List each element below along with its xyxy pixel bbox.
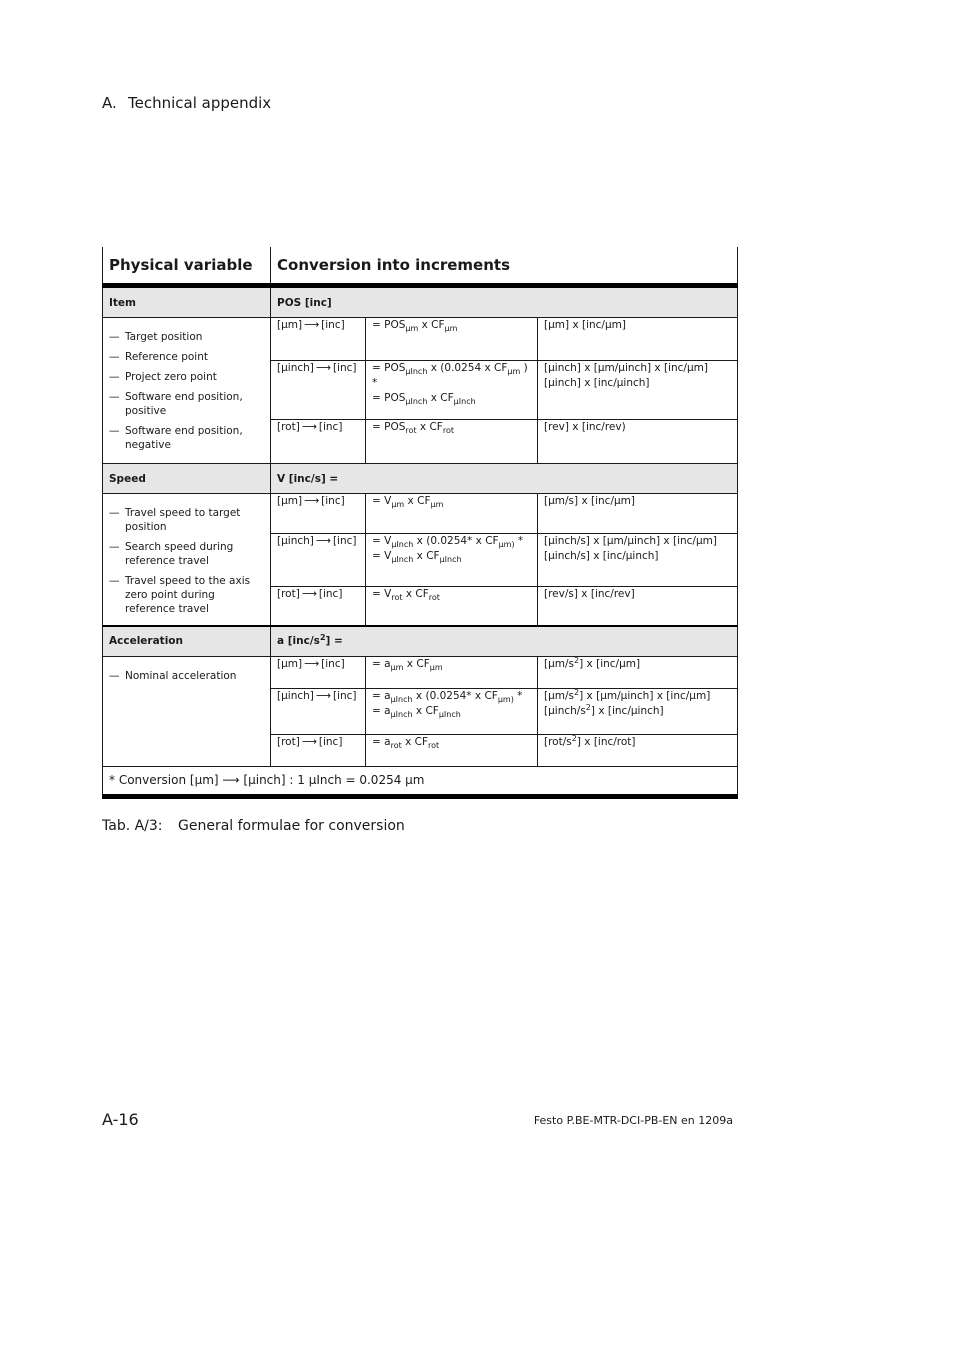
section-heading bbox=[102, 94, 271, 112]
unit-conversion: [µm] ⟶ [inc] bbox=[271, 494, 366, 534]
unit-conversion: [µinch] ⟶ [inc] bbox=[271, 534, 366, 587]
dimension: $[\mu m/s^2]$ x [inc/µm] bbox=[538, 656, 738, 688]
arrow-right-icon: ⟶ bbox=[301, 735, 317, 748]
unit-conversion: [µm] ⟶ [inc] bbox=[271, 318, 366, 361]
page-number: A-16 bbox=[102, 1110, 139, 1129]
arrow-right-icon: ⟶ bbox=[315, 689, 331, 702]
dimension: [µinch] x [µm/µinch] x [inc/µm] [µinch] x [inc/µinch] bbox=[538, 361, 738, 420]
group-formula-speed: V [inc/s] = bbox=[271, 464, 738, 494]
group-formula-acceleration: a $[inc/s^2]$ = bbox=[271, 626, 738, 657]
formula: = $V_{\mu m}$ x $CF_{\mu m}$ bbox=[366, 494, 538, 534]
dimension: [µm] x [inc/µm] bbox=[538, 318, 738, 361]
arrow-right-icon: ⟶ bbox=[304, 657, 320, 670]
table-footnote: * Conversion [µm] ⟶ [µinch] : 1 µInch = 0.0254 µm bbox=[103, 766, 738, 796]
list-item: — Nominal acceleration bbox=[109, 669, 264, 683]
caption-label: Tab. A/3: bbox=[102, 818, 163, 834]
list-item: — Project zero point bbox=[109, 370, 264, 384]
variable-list bbox=[103, 318, 271, 464]
formula: = $a_{\mu m}$ x $CF_{\mu m}$ bbox=[366, 656, 538, 688]
list-item: — Search speed during reference travel bbox=[109, 540, 264, 568]
formula: = $a_{rot}$ x $CF_{rot}$ bbox=[366, 734, 538, 766]
dimension: [rev] x [inc/rev) bbox=[538, 420, 738, 464]
group-label-item: Item bbox=[103, 286, 271, 318]
dimension: [rev/s] x [inc/rev] bbox=[538, 587, 738, 626]
list-item: — Travel speed to target position bbox=[109, 506, 264, 534]
list-item: — Reference point bbox=[109, 350, 264, 364]
document-reference: Festo P.BE-MTR-DCI-PB-EN en 1209a bbox=[533, 1114, 733, 1127]
unit-conversion: [rot] ⟶ [inc] bbox=[271, 420, 366, 464]
col-header-physical-variable: Physical variable bbox=[103, 247, 271, 286]
group-label-speed: Speed bbox=[103, 464, 271, 494]
formula: = $POS_{rot}$ x $CF_{rot}$ bbox=[366, 420, 538, 464]
unit-conversion: [rot] ⟶ [inc] bbox=[271, 734, 366, 766]
formula: = $V_{\mu Inch}$ x (0.0254* x $CF_{\mu m)}$ * = $V_{\mu Inch}$ x $CF_{\mu Inch}$ bbox=[366, 534, 538, 587]
arrow-right-icon: ⟶ bbox=[315, 535, 331, 547]
dimension: [µm/s] x [inc/µm] bbox=[538, 494, 738, 534]
dimension: [µinch/s] x [µm/µinch] x [inc/µm] [µinch/s] x [inc/µinch] bbox=[538, 534, 738, 587]
formula: = $POS_{\mu Inch}$ x (0.0254 x $CF_{\mu m}$ ) * = $POS_{\mu Inch}$ x $CF_{\mu Inch}$ bbox=[366, 361, 538, 420]
group-formula-pos: POS [inc] bbox=[271, 286, 738, 318]
arrow-right-icon: ⟶ bbox=[315, 362, 331, 374]
unit-conversion: [µinch] ⟶ [inc] bbox=[271, 688, 366, 734]
col-header-conversion: Conversion into increments bbox=[271, 247, 738, 286]
variable-list bbox=[103, 494, 271, 626]
list-item: — Travel speed to the axis zero point during reference travel bbox=[109, 574, 264, 616]
arrow-right-icon: ⟶ bbox=[301, 588, 317, 600]
caption-text: General formulae for conversion bbox=[178, 818, 405, 834]
arrow-right-icon: ⟶ bbox=[301, 421, 317, 433]
conversion-table bbox=[102, 247, 738, 799]
group-label-acceleration: Acceleration bbox=[103, 626, 271, 657]
formula: = $a_{\mu Inch}$ x (0.0254* x $CF_{\mu m)}$ * = $a_{\mu Inch}$ x $CF_{\mu Inch}$ bbox=[366, 688, 538, 734]
variable-list bbox=[103, 656, 271, 766]
formula: = $V_{rot}$ x $CF_{rot}$ bbox=[366, 587, 538, 626]
table-caption bbox=[102, 818, 405, 834]
dimension: $[\mu m/s^2]$ x [µm/µinch] x [inc/µm] $[\mu inch/s^2]$ x [inc/µinch] bbox=[538, 688, 738, 734]
section-number: A. bbox=[102, 94, 117, 112]
arrow-right-icon: ⟶ bbox=[304, 495, 320, 507]
dimension: $[rot/s^2]$ x [inc/rot] bbox=[538, 734, 738, 766]
unit-conversion: [µm] ⟶ [inc] bbox=[271, 656, 366, 688]
list-item: — Software end position, negative bbox=[109, 424, 264, 452]
list-item: — Target position bbox=[109, 330, 264, 344]
formula: = $POS_{\mu m}$ x $CF_{\mu m}$ bbox=[366, 318, 538, 361]
arrow-right-icon: ⟶ bbox=[304, 319, 320, 331]
unit-conversion: [µinch] ⟶ [inc] bbox=[271, 361, 366, 420]
section-title: Technical appendix bbox=[128, 94, 272, 112]
unit-conversion: [rot] ⟶ [inc] bbox=[271, 587, 366, 626]
list-item: — Software end position, positive bbox=[109, 390, 264, 418]
